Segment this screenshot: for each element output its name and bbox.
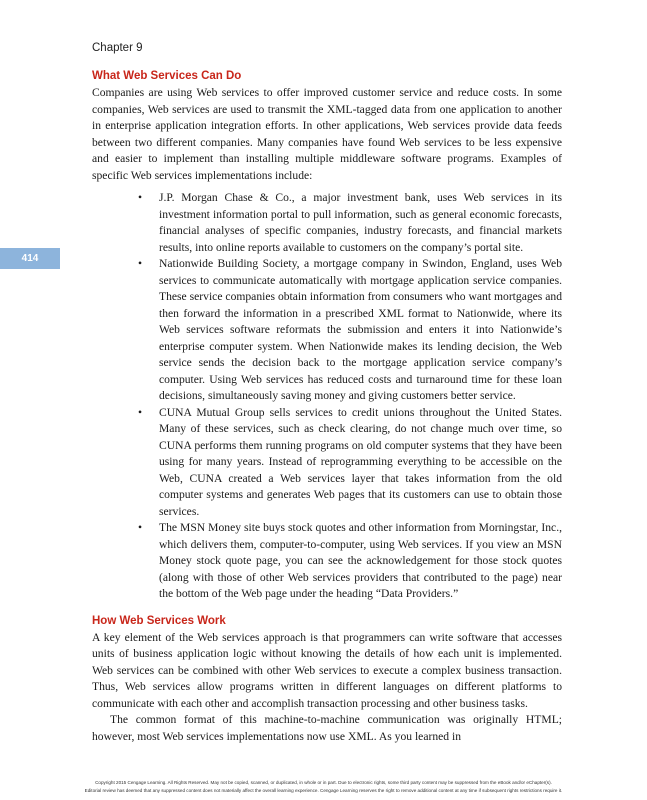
list-item: • CUNA Mutual Group sells services to credit unions throughout the United States. Many of these services, such as check clearing, do not change much over time, so CUNA performs them running programs on old computer systems that they have been using for many years. Instead of reprogramming everything to be accessible on the Web, CUNA created a Web services layer that takes information from the old computer systems and generates Web pages that its customers can use to obtain those services. bbox=[138, 405, 562, 518]
bullet-icon: • bbox=[138, 191, 143, 204]
list-item: • Nationwide Building Society, a mortgage company in Swindon, England, uses Web services to communicate automatically with mortgage application service companies. These service companies obtain information from consumers who want mortgages and then forward the information in a prescribed XML format to Nationwide, where its Web services software reformats the submission and enters it into Nationwide’s enterprise computer system. When Nationwide makes its lending decision, the Web service sends the decision back to the mortgage application service company’s computer. Using Web services has reduced costs and turnaround time for these loan decisions, simultaneously saving money and giving customers better service. bbox=[138, 257, 562, 402]
section-how-para-2: The common format of this machine-to-machine communication was originally HTML; however, most Web services implementations now use XML. As you learned in bbox=[92, 713, 562, 743]
bullet-icon: • bbox=[138, 257, 143, 270]
section-what-intro: Companies are using Web services to offer improved customer service and reduce costs. In some companies, Web services are used to transmit the XML-tagged data from one application to another in enterprise application integration efforts. In other applications, Web services provide data feeds between two different companies. Many companies have found Web services to be less expensive and easier to implement than installing multiple middleware software programs. Examples of specific Web services implementations include: bbox=[92, 86, 562, 182]
bullet-icon: • bbox=[138, 521, 143, 534]
section-heading-how: How Web Services Work bbox=[92, 614, 226, 627]
list-item: • The MSN Money site buys stock quotes and other information from Morningstar, Inc., which delivers them, computer-to-computer, using Web services. If you view an MSN Money stock quote page, you can see the acknowledgement for those stock quotes (along with those of other Web services providers that contributed to the page) near the bottom of the Web page under the heading “Data Providers.” bbox=[138, 521, 562, 600]
footer-line-1: Copyright 2015 Cengage Learning. All Rights Reserved. May not be copied, scanned, or duplicated, in whole or in part. Due to electronic rights, some third party content may be suppressed from the eBook and/or eChapter(s). bbox=[95, 780, 552, 785]
page-number-tab: 414 bbox=[0, 248, 60, 269]
page-content bbox=[92, 60, 562, 745]
examples-list bbox=[92, 190, 562, 603]
bullet-icon: • bbox=[138, 405, 143, 419]
copyright-footer bbox=[0, 779, 647, 795]
list-item: • J.P. Morgan Chase & Co., a major investment bank, uses Web services in its investment information portal to pull information, such as general economic forecasts, financial analyses of specific companies, industry forecasts, and financial markets results, into online reports available to customers on the company’s portal site. bbox=[138, 191, 562, 254]
section-how-para-1: A key element of the Web services approach is that programmers can write software that accesses units of business application logic without knowing the details of how each unit is implemented. Web services can be combined with other Web services to execute a complex business transaction. Thus, Web services allow programs written in different languages on different platforms to communicate with each other and accomplish transaction processing and other business tasks. bbox=[92, 630, 562, 710]
footer-line-2: Editorial review has deemed that any suppressed content does not materially affect the overall learning experience. Cengage Learning reserves the right to remove additional content at any time if subsequent rights restrictions require it. bbox=[84, 788, 563, 793]
chapter-label: Chapter 9 bbox=[92, 42, 143, 54]
section-heading-what: What Web Services Can Do bbox=[92, 70, 242, 82]
